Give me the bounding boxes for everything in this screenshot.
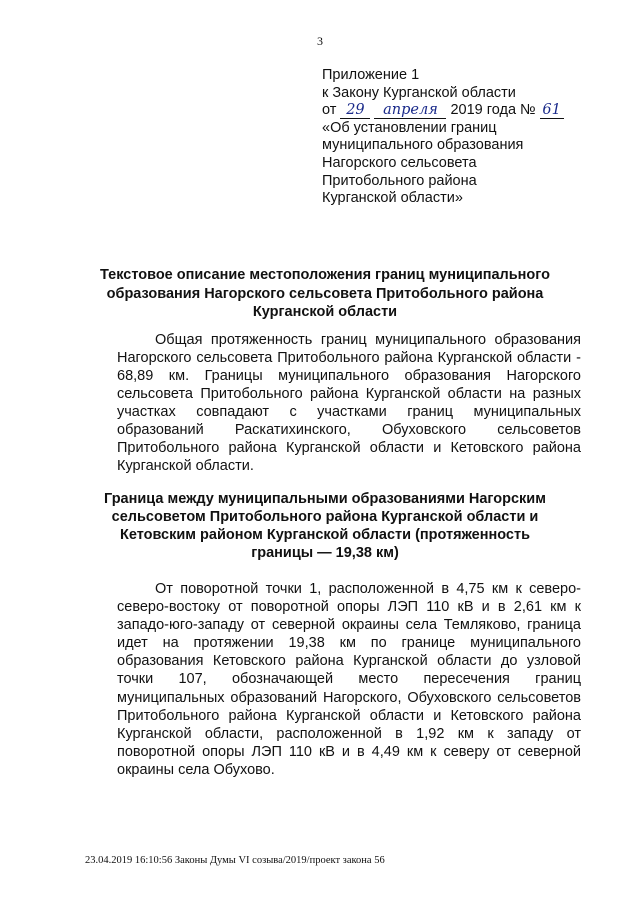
paragraph-boundary-description: От поворотной точки 1, расположенной в 4,75 км к северо-северо-востоку от поворотной опоры ЛЭП 110 кВ и в 2,61 км к западо-юго-западу от северной окраины села Темляково, граница идет на протяжении 19,38 км по границе муниципального образования Кетовского района Курганской области до узловой точки 107, обозначающей место пересечения границ муниципальных образований Нагорского, Обуховского сельсоветов Притобольного района Курганской области и Кетовского района Курганской области, расположенной в 1,92 км к западу от поворотной опоры ЛЭП 110 кВ и в 4,49 км к северу от северной окраины села Обухово. xyxy=(117,581,581,778)
year-label: 2019 года № xyxy=(450,102,536,119)
appendix-law-title-5: Курганской области» xyxy=(322,190,463,207)
appendix-law-title-3: Нагорского сельсовета xyxy=(322,154,477,171)
section-title: Граница между муниципальными образованиями Нагорским сельсоветом Притобольного района Курганской области и Кетовским районом Курганской области (протяженность границы — 19,38 км) xyxy=(104,491,546,561)
appendix-header xyxy=(322,67,622,208)
appendix-law-title-2: муниципального образования xyxy=(322,137,524,154)
appendix-law-reference: к Закону Курганской области xyxy=(322,84,516,101)
handwritten-day: 29 xyxy=(340,103,370,119)
paragraph-total-length: Общая протяженность границ муниципального образования Нагорского сельсовета Притобольного района Курганской области - 68,89 км. Границы муниципального образования Нагорского сельсовета Притобольного района Курганской области на разных участках совпадают с участками границ муниципальных образований Раскатихинского, Обуховского сельсоветов Притобольного района Курганской области и Кетовского района Курганской области. xyxy=(117,332,581,474)
handwritten-month: апреля xyxy=(374,103,446,119)
appendix-date-line xyxy=(322,102,622,120)
handwritten-law-number: 61 xyxy=(540,103,564,119)
appendix-title: Приложение 1 xyxy=(322,67,420,83)
appendix-law-title-1: «Об установлении границ xyxy=(322,119,497,136)
from-label: от xyxy=(322,102,337,119)
appendix-law-title-4: Притобольного района xyxy=(322,172,477,189)
page-number: 3 xyxy=(317,34,323,48)
footer-file-path: 23.04.2019 16:10:56 Законы Думы VI созыва/2019/проект закона 56 xyxy=(85,855,385,866)
document-title: Текстовое описание местоположения границ муниципального образования Нагорского сельсовета Притобольного района Курганской области xyxy=(100,267,550,320)
